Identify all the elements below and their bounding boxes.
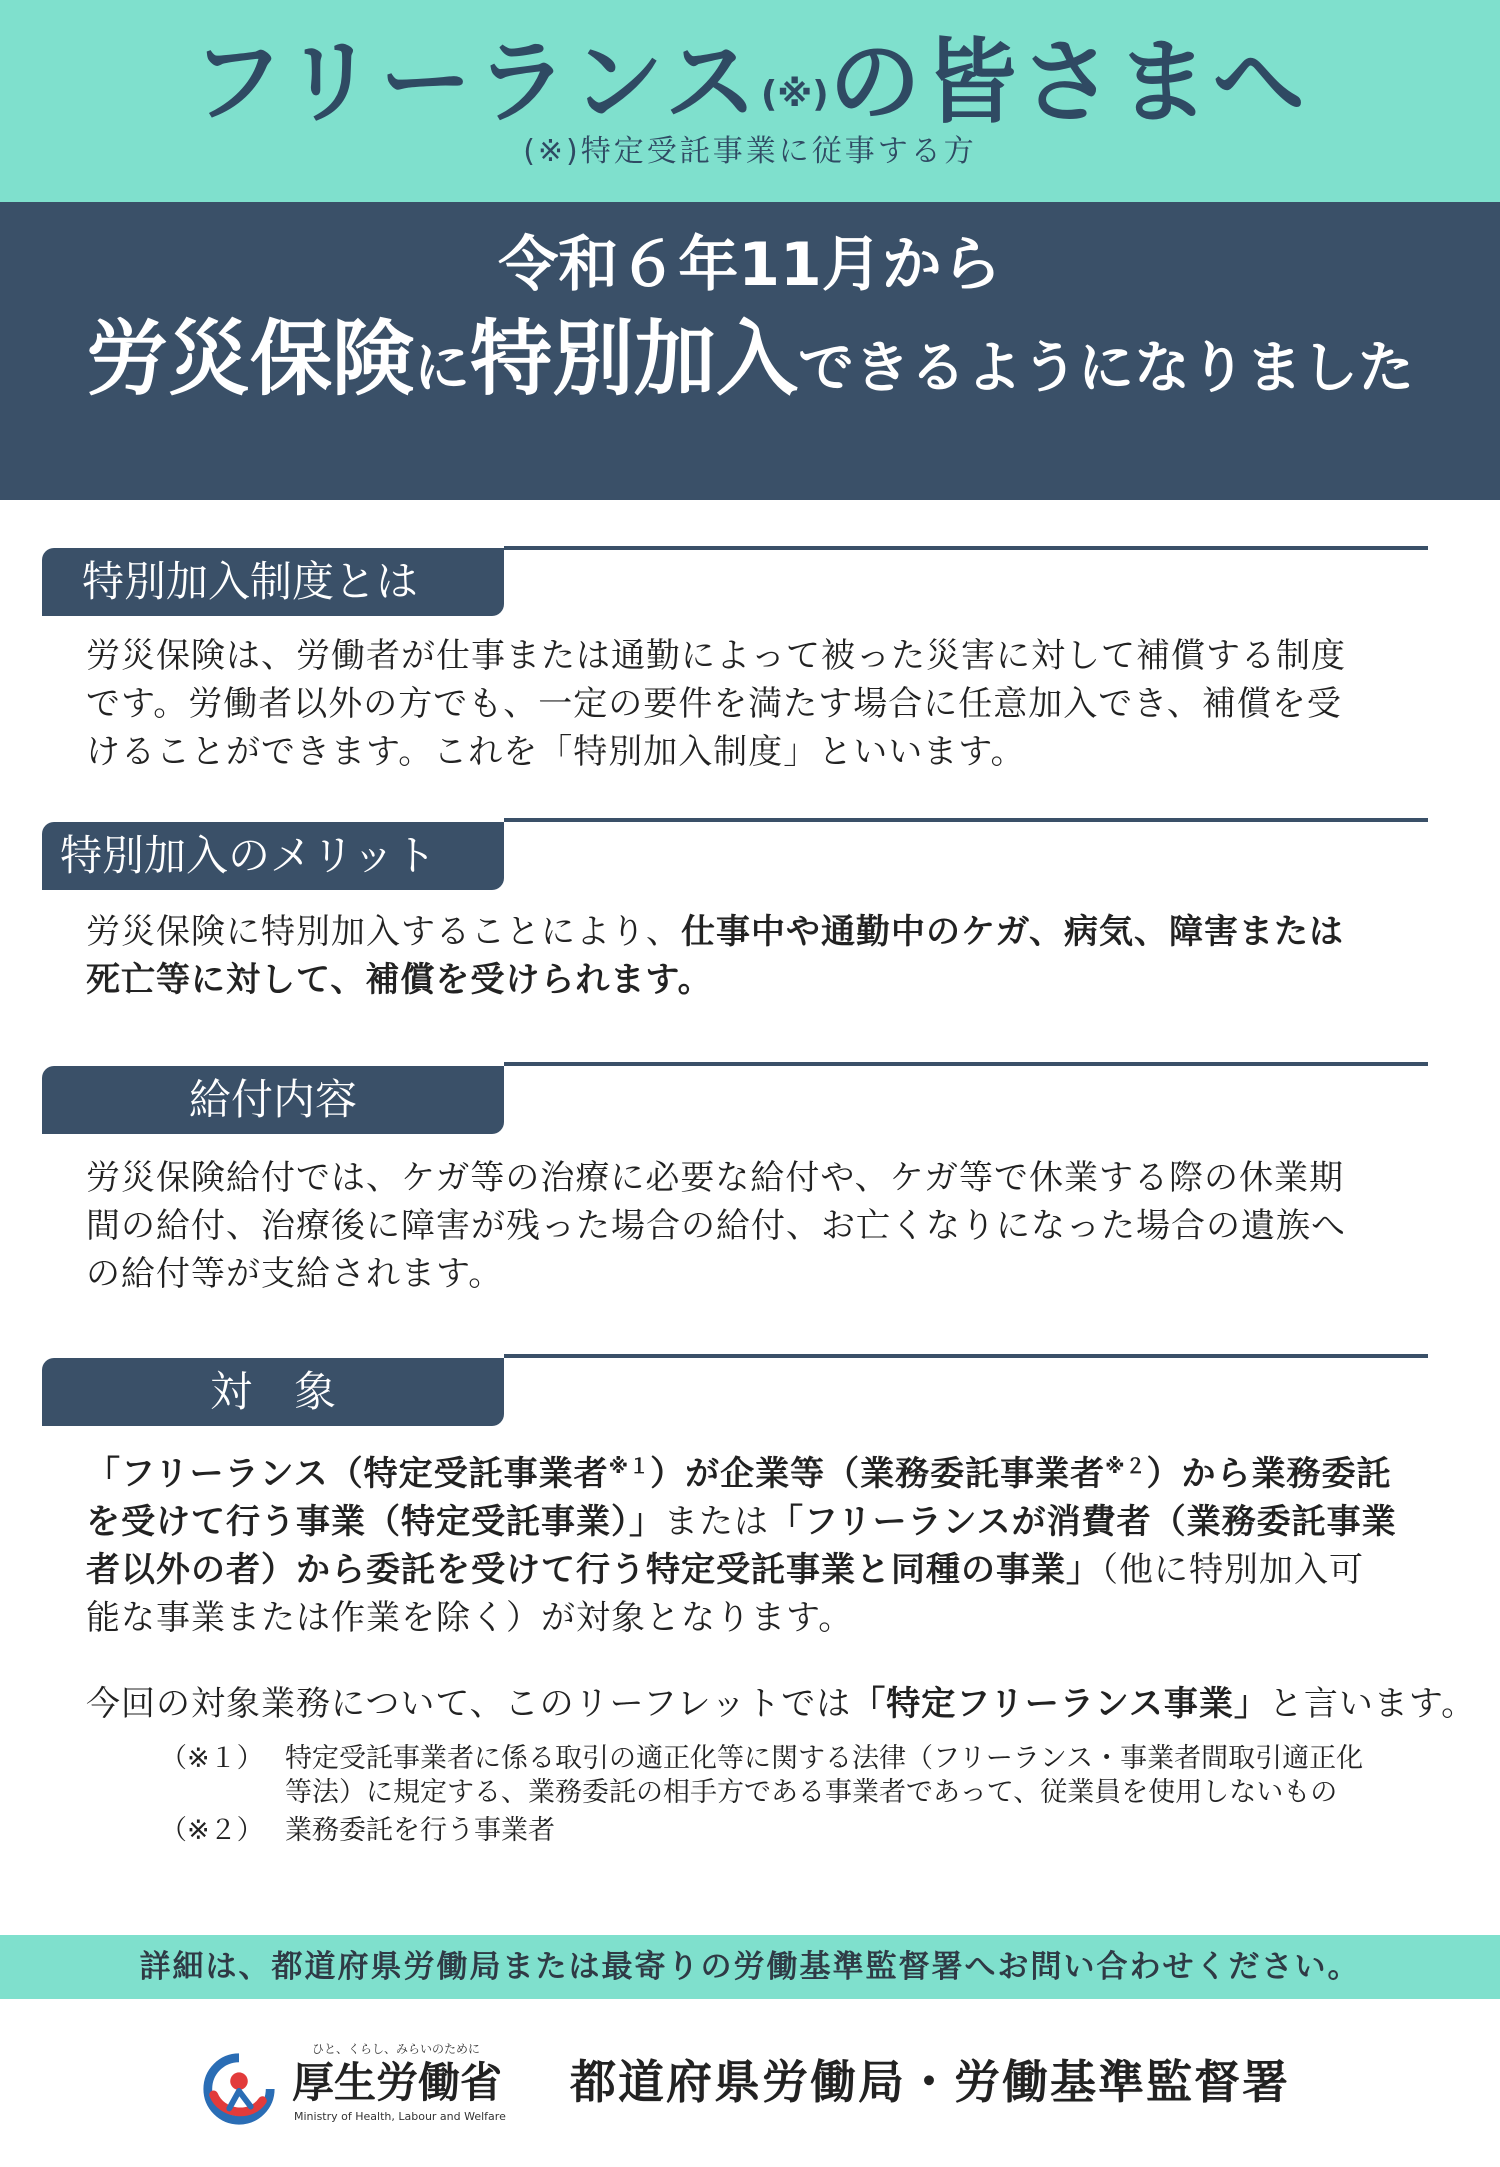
system-description: 労災保険は、労働者が仕事または通勤によって被った災害に対して補償する制度 です。労働者以外の方でも、一定の要件を満たす場合に任意加入でき、補償を受 けることができます。これを「特別加入制度」といいます。 [86,636,1346,772]
section-heading-merit: 特別加入のメリット [42,822,504,890]
section-divider [504,1062,1428,1066]
title-note-mark: (※) [760,74,829,115]
target-naming-note: 今回の対象業務について、このリーフレットでは「特定フリーランス事業」と言います。 [86,1684,1477,1724]
mhlw-emblem-icon [200,2050,278,2128]
section-heading-system: 特別加入制度とは [42,548,504,616]
footnotes [160,1742,1420,1848]
section-divider [504,1354,1428,1358]
section-divider [504,546,1428,550]
mhlw-logo: ひと、くらし、みらいのために 厚生労働省 Ministry of Health, Labour and Welfare [200,2040,520,2132]
footnote-2: （※２） 業務委託を行う事業者 [160,1815,555,1846]
footer-organization: 都道府県労働局・労働基準監督署 [570,2055,1290,2109]
section-heading-benefits: 給付内容 [42,1066,504,1134]
footnote-1: （※１） 特定受託事業者に係る取引の適正化等に関する法律（フリーランス・事業者間取引適正化 等法）に規定する、業務委託の相手方である事業者であって、従業員を使用しないもの [160,1743,1364,1808]
page-subtitle: (※)特定受託事業に従事する方 [523,134,977,169]
section-heading-target: 対 象 [42,1358,504,1426]
merit-description: 労災保険に特別加入することにより、仕事中や通勤中のケガ、病気、障害または 死亡等に対して、補償を受けられます。 [86,912,1344,1000]
benefits-description: 労災保険給付では、ケガ等の治療に必要な給付や、ケガ等で休業する際の休業期 間の給付、治療後に障害が残った場合の給付、お亡くなりになった場合の遺族へ の給付等が支給されます。 [86,1158,1346,1294]
target-description: 「フリーランス（特定受託事業者$^{※1}$）が企業等（業務委託事業者$^{※2}$）から業務委託 を受けて行う事業（特定受託事業）」または「フリーランスが消費者（業務委託事業 者以外の者）から委託を受けて行う特定受託事業と同種の事業」（他に特別加入可 能な事業または作業を除く）が対象となります。 [86,1454,1397,1638]
section-divider [504,818,1428,822]
contact-notice: 詳細は、都道府県労働局または最寄りの労働基準監督署へお問い合わせください。 [0,1935,1500,1999]
page-title: フリーランス(※)の皆さまへ [191,29,1309,136]
headline: 労災保険に特別加入できるようになりました [85,312,1415,407]
start-date: 令和６年11月から [498,230,1002,300]
